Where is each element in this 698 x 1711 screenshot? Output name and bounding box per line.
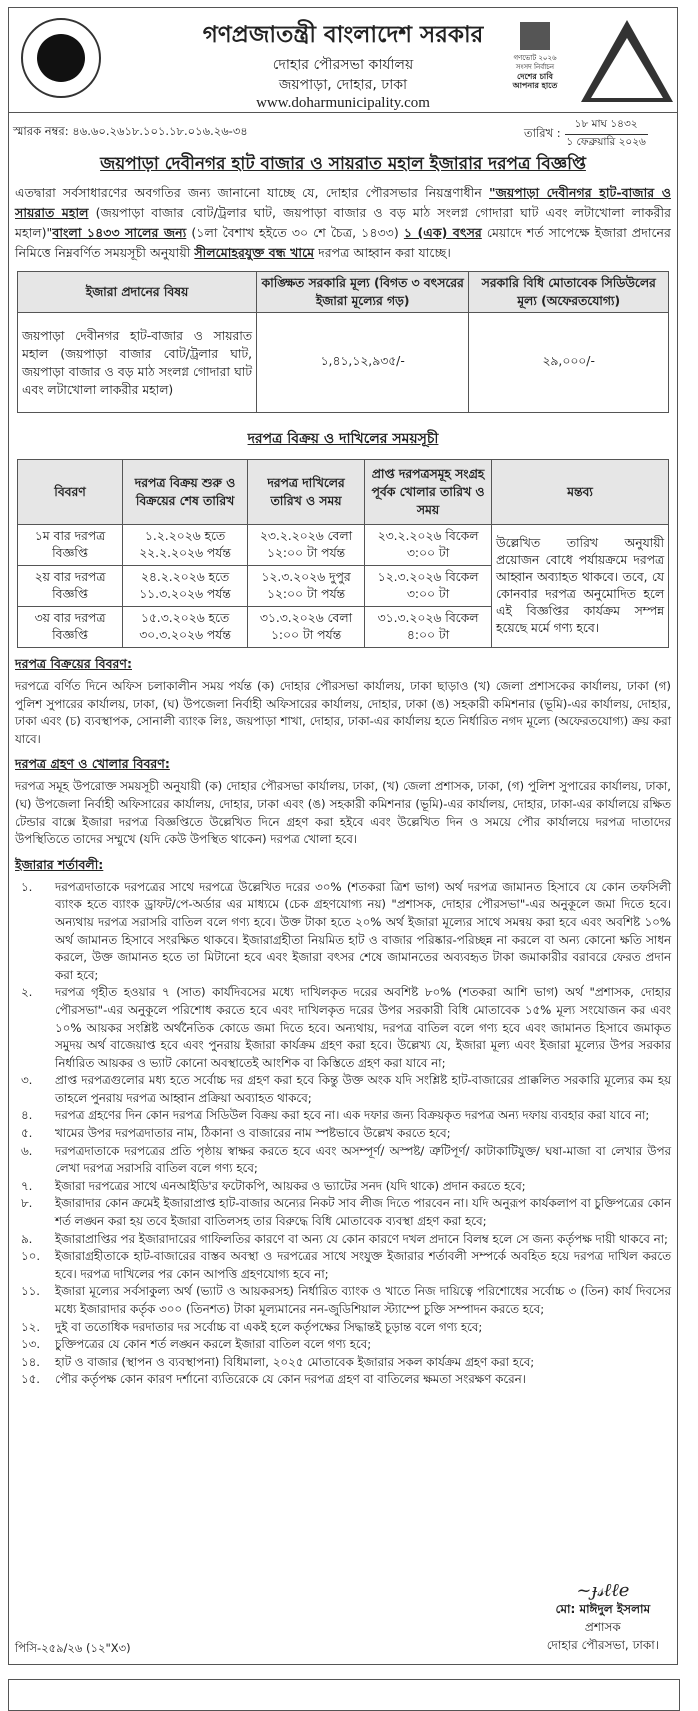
item-number: ৩. xyxy=(21,1073,33,1088)
schedule-title: দরপত্র বিক্রয় ও দাখিলের সময়সূচী xyxy=(247,431,439,447)
schedule-cell: ২য় বার দরপত্র বিজ্ঞপ্তি xyxy=(18,566,123,607)
sale-section-heading: দরপত্র বিক্রয়ের বিবরণ: xyxy=(15,656,132,671)
column-header: দরপত্র বিক্রয় শুরু ও বিক্রয়ের শেষ তারিখ xyxy=(123,460,248,525)
column-header: দরপত্র দাখিলের তারিখ ও সময় xyxy=(248,460,365,525)
item-text: ইজারা মূল্যের সর্বসাকুল্য অর্থ (ভ্যাট ও আয়করসহ) নির্ধারিত ব্যাংক ও খাতে নিজ দায়িত্বে পরিশোধের সর্বোচ্চ ৩ (তিন) কার্য দিবসের মধ্যে ইজারাদার কর্তৃক ৩০০ (তিনশত) টাকা মূল্যমানের নন-জুডিশিয়াল স্ট্যাম্পে চুক্তি সম্পাদন করতে হবে; xyxy=(55,1284,671,1316)
intro-text: (জয়পাড়া বাজার বোট/ট্রলার ঘাট, জয়পাড়া বাজার ও বড় মাঠ সংলগ্ন গোদারা ঘাট এবং লটাখোলা লাকরীর মহাল)" xyxy=(15,205,671,240)
terms-list xyxy=(9,879,677,1389)
item-text: ইজারা দরপত্রের সাথে এনআইডি'র ফটোকপি, আয়কর ও ভ্যাটের সনদ (যদি থাকে) প্রদান করতে হবে; xyxy=(55,1178,526,1193)
list-item xyxy=(15,1195,671,1230)
schedule-cell: ৩১.৩.২০২৬ বিকেল ৪:০০ টা xyxy=(365,607,492,648)
receive-section-text: দরপত্র সমূহ উপরোক্ত সময়সূচী অনুযায়ী (ক) দোহার পৌরসভা কার্যালয়, ঢাকা, (খ) জেলা প্রশাসক, ঢাকা, (গ) পুলিশ সুপারের কার্যালয়, ঢাকা, (ঘ) উপজেলা নির্বাহী অফিসারের কার্যালয়, দোহার, ঢাকা এবং (ঙ) সহকারী কমিশনার (ভূমি)-এর কার্যালয়, দোহার, ঢাকা-এর কার্যালয়ে রক্ষিত টেন্ডার বাক্সে ইজারা দরপত্র বিজ্ঞপ্তিতে উল্লেখিত দিনে গ্রহণ করা হইবে এবং উল্লেখিত দিন ও সময়ে পৌর কার্যালয়ে দরপত্র দাতাদের উপস্থিতিতে তাদের সম্মুখে (যদি কেউ উপস্থিত থাকেন) দরপত্র খোলা হবে। xyxy=(15,779,671,847)
notice-document xyxy=(8,7,678,1665)
intro-text: এতদ্বারা সর্বসাধারণের অবগতির জন্য জানানো যাচ্ছে যে, দোহার পৌরসভার নিয়ন্ত্রণাধীন xyxy=(15,185,490,200)
list-item xyxy=(15,1336,671,1354)
office-address: জয়পাড়া, দোহার, ঢাকা xyxy=(278,77,408,93)
item-number: ৫. xyxy=(21,1126,33,1141)
item-text: খামের উপর দরপত্রদাতার নাম, ঠিকানা ও বাজারের নাম স্পষ্টভাবে উল্লেখ করতে হবে; xyxy=(55,1126,451,1141)
item-number: ৮. xyxy=(21,1196,33,1211)
item-number: ১. xyxy=(21,879,33,894)
column-header: প্রাপ্ত দরপত্রসমূহ সংগ্রহ পূর্বক খোলার তারিখ ও সময় xyxy=(365,460,492,525)
intro-paragraph xyxy=(9,183,677,263)
notice-title: জয়পাড়া দেবীনগর হাট বাজার ও সায়রাত মহাল ইজারার দরপত্র বিজ্ঞপ্তি xyxy=(100,154,586,174)
item-number: ১৪. xyxy=(21,1354,41,1369)
schedule-cell: ৩য় বার দরপত্র বিজ্ঞপ্তি xyxy=(18,607,123,648)
intro-text: দরপত্র আহ্বান করা যাচ্ছে। xyxy=(314,245,451,260)
schedule-price: ২৯,০০০/- xyxy=(469,313,669,413)
election-logo-line: সংসদ নির্বাচন xyxy=(515,63,555,71)
item-text: দরপত্রদাতাকে দরপত্রের সাথে দরপত্রে উল্লেখিত দরের ৩০% (শতকরা ত্রিশ ভাগ) অর্থ দরপত্র জামানত হিসাবে যে কোন তফসিলী ব্যাংক হতে ব্যাংক ড্রাফট/পে-অর্ডার এর মাধ্যমে (চেক গ্রহণযোগ্য নয়) "প্রশাসক, দোহার পৌরসভা"-এর অনুকূলে জমা দিতে হবে। অন্যথায় দরপত্র সরাসরি বাতিল বলে গণ্য হবে। উক্ত টাকা হতে ২০% অর্থ ইজারা মূল্যের সাথে সমন্বয় করা হবে এবং অবশিষ্ট ১০% অর্থ জামানত হিসাবে সংরক্ষিত থাকবে। ইজারাগ্রহীতা নিয়মিত হাট ও বাজার পরিষ্কার-পরিচ্ছন্ন না করলে বা অন্য কোনো ক্ষতি সাধন করলে, উক্ত জামানত হতে তা মিটানো হবে এবং ইজারা বৎসর শেষে জামানতের অব্যবহৃত টাকা জমাকারীর বরাবরে ফেরত প্রদান করা হবে; xyxy=(55,879,671,982)
column-header: মন্তব্য xyxy=(492,460,669,525)
terms-heading: ইজারার শর্তাবলী: xyxy=(15,856,104,872)
schedule-cell: ৩১.৩.২০২৬ বেলা ১:০০ টা পর্যন্ত xyxy=(248,607,365,648)
intro-text: মেয়াদে শর্ত সাপেক্ষে ইজারা প্রদানের নিমিত্তে নিম্নবর্ণিত সময়সূচী অনুযায়ী xyxy=(15,225,671,260)
column-header: সরকারি বিধি মোতাবেক সিডিউলের মূল্য (অফেরতযোগ্য) xyxy=(469,272,669,313)
schedule-cell: ১২.৩.২০২৬ বিকেল ৩:০০ টা xyxy=(365,566,492,607)
date-block xyxy=(524,117,648,152)
item-number: ৪. xyxy=(21,1108,33,1123)
next-notice-border xyxy=(8,1679,680,1711)
office-name: দোহার পৌরসভা কার্যালয় xyxy=(272,57,414,73)
signature-mark: ~ɟ𝓈ℓℓe xyxy=(576,1580,630,1601)
receive-section-heading: দরপত্র গ্রহণ ও খোলার বিবরণ: xyxy=(15,756,170,772)
list-item xyxy=(15,984,671,1072)
date-bangla: ১৮ মাঘ ১৪৩২ xyxy=(565,117,648,135)
election-logo-line: গণভোট ২০২৬ xyxy=(513,54,557,62)
lease-table xyxy=(17,271,669,413)
schedule-table xyxy=(17,459,669,648)
emphasis-text: সীলমোহরযুক্ত বন্ধ খামে xyxy=(194,245,315,260)
signature-block xyxy=(547,1582,659,1654)
item-text: প্রাপ্ত দরপত্রগুলোর মধ্য হতে সর্বোচ্চ দর গ্রহণ করা হবে কিন্তু উক্ত অংক যদি সংশ্লিষ্ট হাট-বাজারের প্রাক্কলিত সরকারি মূল্যের কম হয় তাহলে পুনরায় দরপত্র আহ্বান প্রক্রিয়া অব্যাহত থাকবে; xyxy=(55,1073,671,1105)
date-label: তারিখ : xyxy=(524,126,561,140)
list-item xyxy=(15,1319,671,1337)
schedule-cell: ১৫.৩.২০২৬ হতে ৩০.৩.২০২৬ পর্যন্ত xyxy=(123,607,248,648)
item-text: পৌর কর্তৃপক্ষ কোন কারণ দর্শানো ব্যতিরেকে যে কোন দরপত্র গ্রহণ বা বাতিলের ক্ষমতা সংরক্ষণ করেন। xyxy=(55,1372,526,1387)
item-number: ২. xyxy=(21,985,33,1000)
memo-number: স্মারক নম্বর: ৪৬.৬০.২৬১৮.১০১.১৮.০১৬.২৬-৩৪ xyxy=(13,124,248,138)
item-text: ইজারাগ্রহীতাকে হাট-বাজারের বাস্তব অবস্থা ও দরপত্রের সাথে সংযুক্ত ইজারার শর্তাবলী সম্পর্কে অবহিত হয়ে দরপত্র দাখিল করতে হবে। দরপত্র দাখিলের পর কোন আপত্তি গ্রহণযোগ্য হবে না; xyxy=(55,1249,671,1281)
list-item xyxy=(15,1248,671,1283)
memo-line xyxy=(9,113,677,149)
election-logo xyxy=(505,22,565,90)
election-logo-line: আপনার হাতে xyxy=(512,81,558,90)
government-name: গণপ্রজাতন্ত্রী বাংলাদেশ সরকার xyxy=(202,22,484,48)
item-text: দুই বা ততোধিক দরদাতার দর সর্বোচ্চ বা একই হলে কর্তৃপক্ষের সিদ্ধান্তই চূড়ান্ত বলে গণ্য হবে; xyxy=(55,1319,483,1334)
column-header: ইজারা প্রদানের বিষয় xyxy=(18,272,257,313)
emphasis-text: "জয়পাড়া দেবীনগর হাট-বাজার ও সায়রাত মহাল xyxy=(15,185,671,220)
list-item xyxy=(15,1107,671,1125)
column-header: কাঙ্ক্ষিত সরকারি মূল্য (বিগত ৩ বৎসরের ইজারা মূল্যের গড়) xyxy=(257,272,469,313)
list-item xyxy=(15,1371,671,1389)
item-number: ১১. xyxy=(21,1284,41,1299)
signatory-name: মো: মাঈদুল ইসলাম xyxy=(555,1602,651,1616)
footer-code: পিসি-২৫৯/২৬ (১২"X৩) xyxy=(15,1641,131,1655)
date-english: ১ ফেব্রুয়ারি ২০২৬ xyxy=(566,136,646,148)
election-logo-line: দেশের চাবি xyxy=(517,72,553,81)
schedule-cell: ১ম বার দরপত্র বিজ্ঞপ্তি xyxy=(18,525,123,566)
item-text: দরপত্রদাতাকে দরপত্রের প্রতি পৃষ্ঠায় স্বাক্ষর করতে হবে এবং অসম্পূর্ণ/ অস্পষ্ট/ ত্রুটিপূর্ণ/ কাটাকাটিযুক্ত/ ঘষা-মাজা বা লেখার উপর লেখা দরপত্র সরাসরি বাতিল বলে গণ্য হবে; xyxy=(55,1143,671,1176)
signatory-office: দোহার পৌরসভা, ঢাকা। xyxy=(546,1638,659,1652)
column-header: বিবরণ xyxy=(18,460,123,525)
item-number: ১৩. xyxy=(21,1337,41,1352)
schedule-cell: ২৩.২.২০২৬ বিকেল ৩:০০ টা xyxy=(365,525,492,566)
item-text: দরপত্র গৃহীত হওয়ার ৭ (সাত) কার্যদিবসের মধ্যে দাখিলকৃত দরের অবশিষ্ট ৮০% (শতকরা আশি ভাগ) অর্থ "প্রশাসক, দোহার পৌরসভা"-এর অনুকূলে পরিশোধ করতে হবে এবং দাখিলকৃত দরের উপর সরকারী বিধি মোতাবেক ১৫% মূল্য সংযোজন কর এবং ১০% আয়কর সংশ্লিষ্ট অর্থনৈতিক কোডে জমা দিতে হবে। অন্যথায়, দরপত্র বাতিল বলে গণ্য হবে এবং জামানত হিসাবে জমাকৃত সমুদয় অর্থ বাজেয়াপ্ত হবে এবং পুনরায় ইজারা কার্যক্রম গ্রহণ করা হবে। উল্লেখ্য যে, ইজারা মূল্য এবং ইজারা মূল্যের উপর সরকার নির্ধারিত আয়কর ও ভ্যাট কোনো অবস্থাতেই আংশিক বা কিস্তিতে গ্রহণ করা যাবে না; xyxy=(55,985,671,1070)
schedule-cell: ১.২.২০২৬ হতে ২২.২.২০২৬ পর্যন্ত xyxy=(123,525,248,566)
schedule-cell: ২৪.২.২০২৬ হতে ১১.৩.২০২৬ পর্যন্ত xyxy=(123,566,248,607)
emphasis-text: বাংলা ১৪৩৩ সালের জন্য xyxy=(52,225,187,240)
item-number: ১০. xyxy=(21,1249,41,1264)
list-item xyxy=(15,1354,671,1372)
item-text: ইজারাপ্রাপ্তির পর ইজারাদারের গাফিলতির কারণে বা অন্য যে কোন কারণে দখল প্রদানে বিলম্ব হলে সে জন্য কর্তৃপক্ষ দায়ী থাকবে না; xyxy=(55,1231,669,1246)
website-link[interactable]: www.doharmunicipality.com xyxy=(256,95,430,111)
list-item xyxy=(15,1178,671,1196)
schedule-cell: ১২.৩.২০২৬ দুপুর ১২:০০ টা পর্যন্ত xyxy=(248,566,365,607)
municipality-logo-inner xyxy=(591,38,663,98)
signatory-designation: প্রশাসক xyxy=(584,1620,621,1634)
list-item xyxy=(15,1143,671,1178)
list-item xyxy=(15,1283,671,1318)
expected-price: ১,৪১,১২,৯৩৫/- xyxy=(257,313,469,413)
item-text: দরপত্র গ্রহণের দিন কোন দরপত্র সিডিউল বিক্রয় করা হবে না। এক দফার জন্য বিক্রয়কৃত দরপত্র অন্য দফায় ব্যবহার করা যাবে না; xyxy=(55,1108,650,1123)
emphasis-text: ১ (এক) বৎসর xyxy=(403,225,482,240)
item-number: ১৫. xyxy=(21,1372,41,1387)
ballot-box-icon xyxy=(520,22,550,50)
item-text: হাট ও বাজার (স্থাপন ও ব্যবস্থাপনা) বিধিমালা, ২০২৫ মোতাবেক ইজারার সকল কার্যক্রম গ্রহণ করা হবে; xyxy=(55,1354,535,1369)
list-item xyxy=(15,879,671,985)
lease-subject: জয়পাড়া দেবীনগর হাট-বাজার ও সায়রাত মহাল (জয়পাড়া বাজার বোট/ট্রলার ঘাট, জয়পাড়া বাজার ও বড় মাঠ সংলগ্ন গোদারা ঘাট এবং লটাখোলা লাকরীর মহাল) xyxy=(18,313,257,413)
letterhead xyxy=(9,8,677,113)
table-row xyxy=(18,313,669,413)
item-number: ৭. xyxy=(21,1178,33,1193)
item-text: চুক্তিপত্রের যে কোন শর্ত লঙ্ঘন করলে ইজারা বাতিল বলে গণ্য হবে; xyxy=(55,1337,372,1352)
item-text: ইজারাদার কোন ক্রমেই ইজারাপ্রাপ্ত হাট-বাজার অন্যের নিকট সাব লীজ দিতে পারবেন না। যদি অনুরূপ কার্যকলাপ বা চুক্তিপত্রের কোন শর্ত লঙ্ঘন করা হয় তবে ইজারা বাতিলসহ তার বিরুদ্ধে বিধি মোতাবেক ব্যবস্থা গ্রহণ করা হবে; xyxy=(55,1196,671,1229)
schedule-remark: উল্লেখিত তারিখ অনুযায়ী প্রয়োজন বোধে পর্যায়ক্রমে দরপত্র আহ্বান অব্যাহত থাকবে। তবে, যে কোনবার দরপত্র অনুমোদিত হলে এই বিজ্ঞপ্তির কার্যক্রম সম্পন্ন হয়েছে মর্মে গণ্য হবে। xyxy=(492,525,669,648)
list-item xyxy=(15,1072,671,1107)
sale-section-text: দরপত্রে বর্ণিত দিনে অফিস চলাকালীন সময় পর্যন্ত (ক) দোহার পৌরসভা কার্যালয়, ঢাকা ছাড়াও (খ) জেলা প্রশাসকের কার্যালয়, ঢাকা (গ) পুলিশ সুপারের কার্যালয়, ঢাকা, (ঘ) উপজেলা নির্বাহী অফিসারের কার্যালয়, দোহার, ঢাকা (ঙ) সহকারী কমিশনার (ভূমি)-এর কার্যালয়, দোহার, ঢাকা এবং (চ) ব্যবস্থাপক, সোনালী ব্যাংক লিঃ, জয়পাড়া শাখা, দোহার, ঢাকা-এর কার্যালয় হতে নির্ধারিত নগদ মূল্যে (অফেরতযোগ্য) ক্রয় করা যাবে। xyxy=(15,679,671,746)
schedule-cell: ২৩.২.২০২৬ বেলা ১২:০০ টা পর্যন্ত xyxy=(248,525,365,566)
item-number: ৬. xyxy=(21,1143,33,1158)
item-number: ৯. xyxy=(21,1231,33,1246)
list-item xyxy=(15,1231,671,1249)
table-row xyxy=(18,525,669,566)
intro-text: (১লা বৈশাখ হইতে ৩০ শে চৈত্র, ১৪৩৩) xyxy=(186,225,404,240)
list-item xyxy=(15,1125,671,1143)
item-number: ১২. xyxy=(21,1319,41,1334)
